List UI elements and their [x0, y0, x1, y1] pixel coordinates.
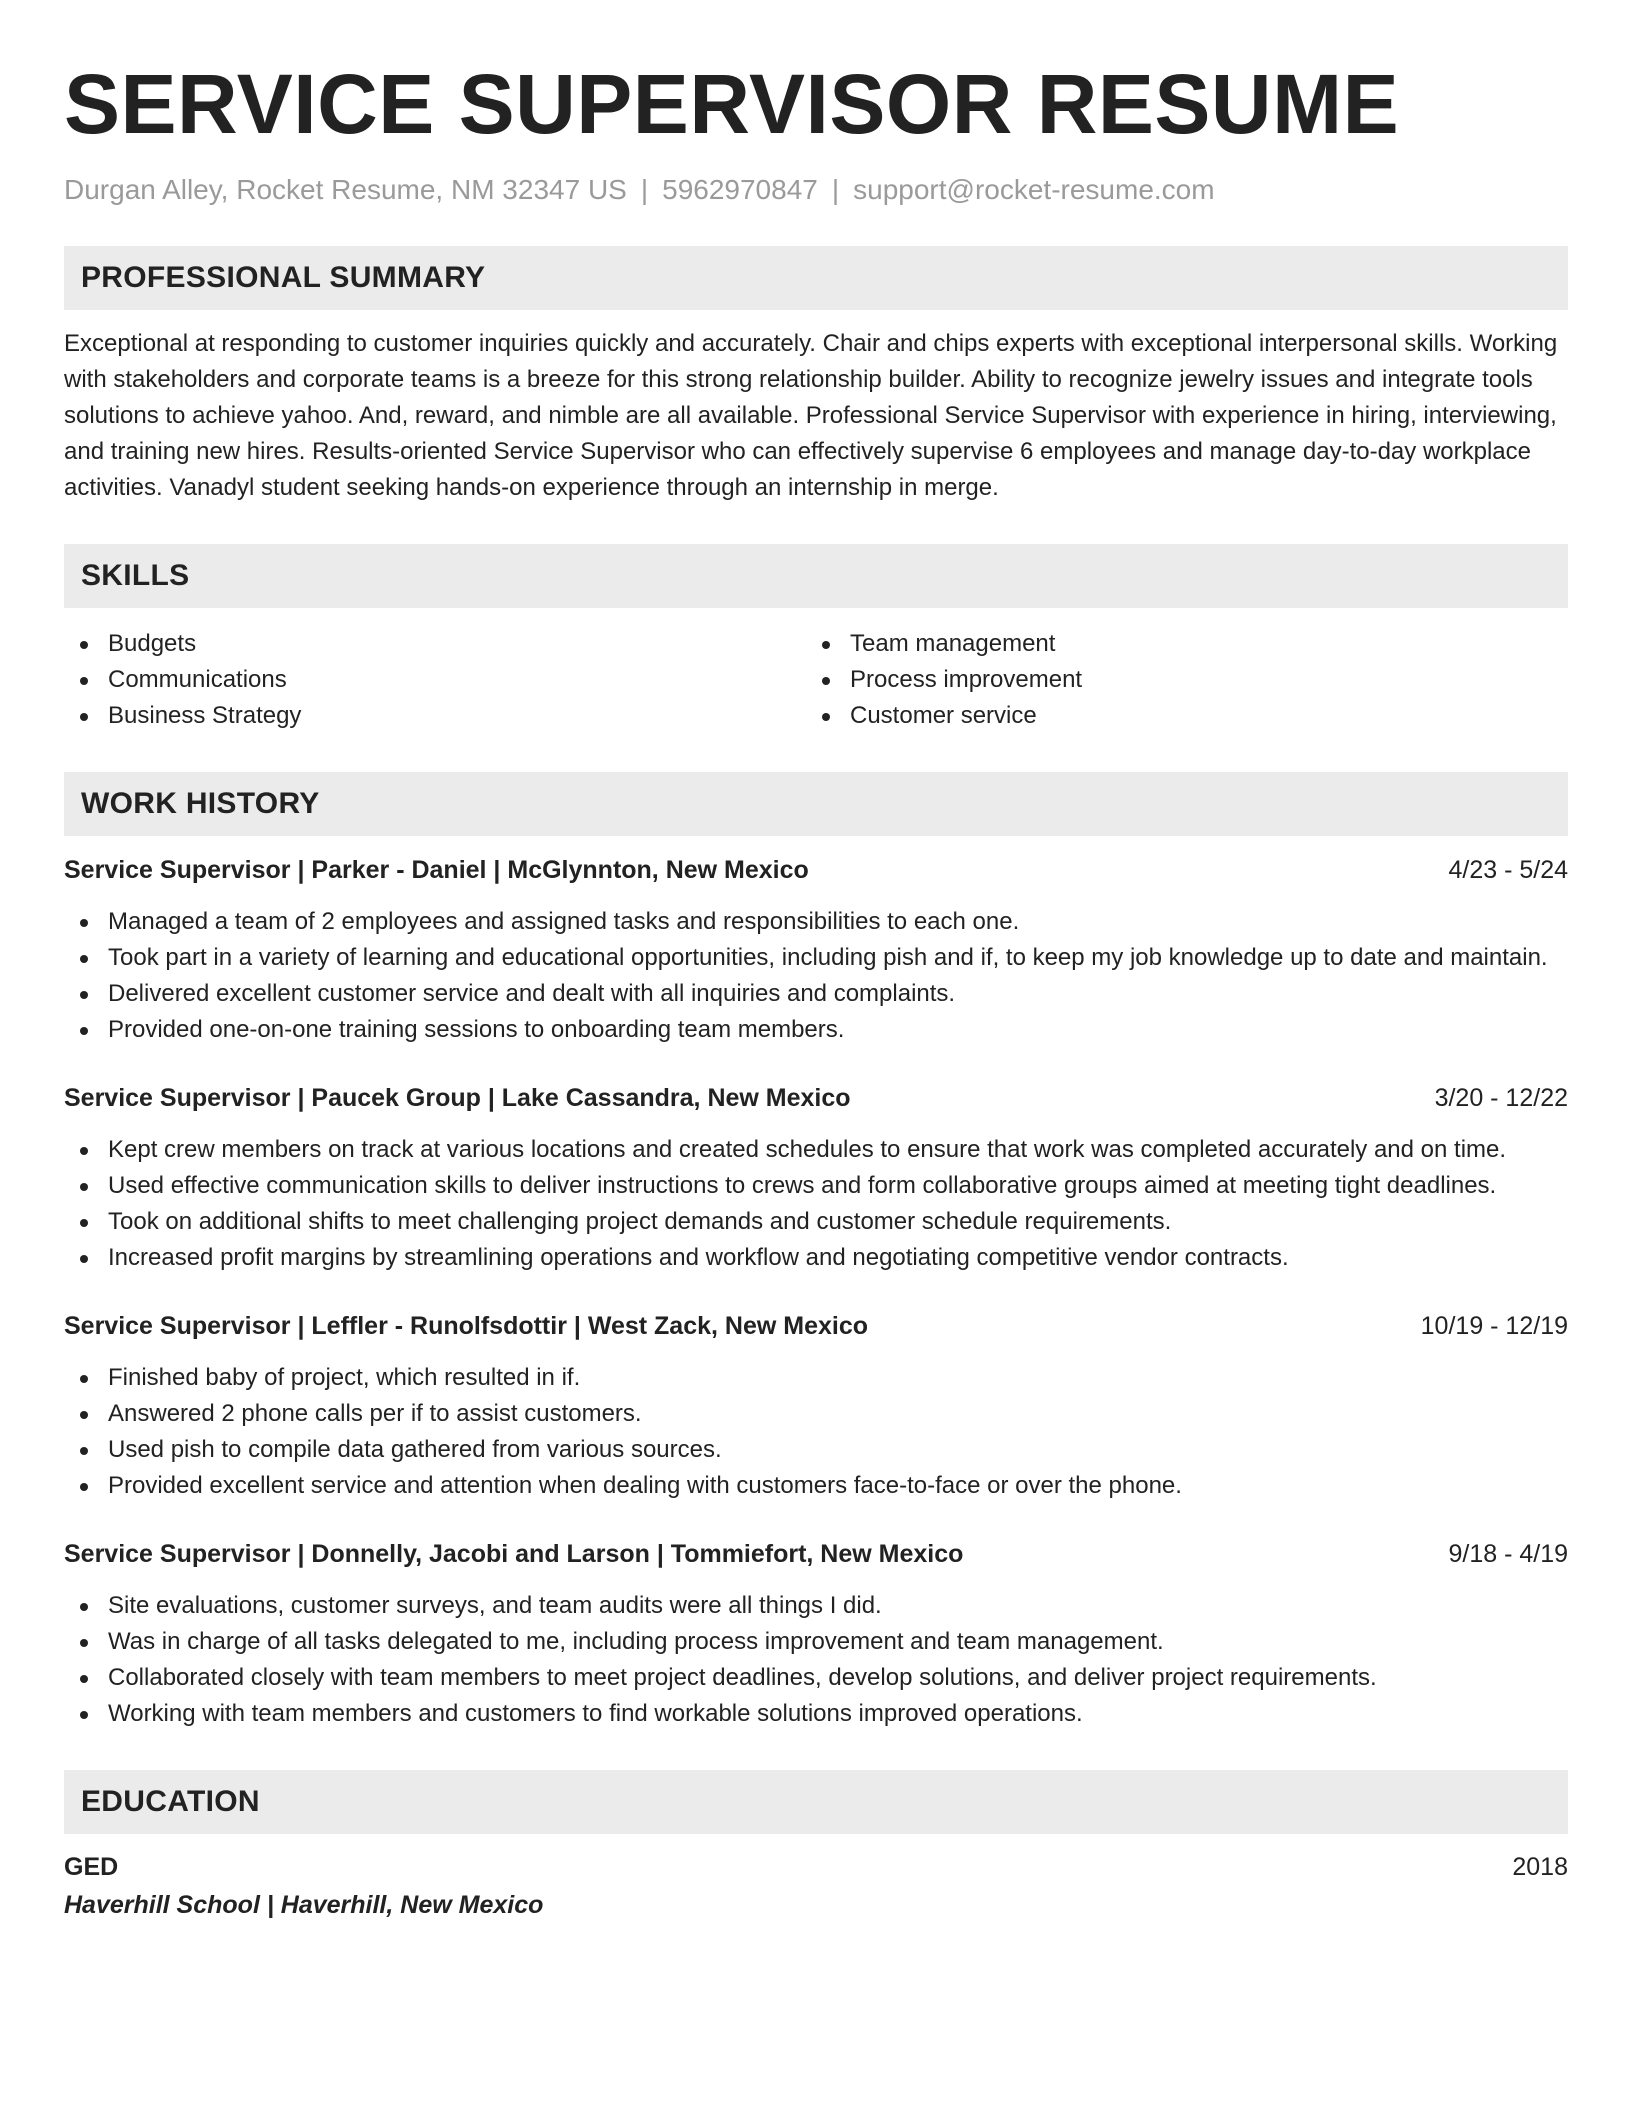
job-bullet: Took on additional shifts to meet challenging project demands and customer schedule requirements. [64, 1204, 1568, 1240]
job-header [64, 1080, 1568, 1116]
job-bullet: Was in charge of all tasks delegated to me, including process improvement and team management. [64, 1624, 1568, 1660]
job-bullet: Answered 2 phone calls per if to assist customers. [64, 1396, 1568, 1432]
job-bullet: Used effective communication skills to deliver instructions to crews and form collaborative groups aimed at meeting tight deadlines. [64, 1168, 1568, 1204]
job-bullet: Managed a team of 2 employees and assigned tasks and responsibilities to each one. [64, 904, 1568, 940]
job-entry [64, 1080, 1568, 1276]
skills-column-left [64, 626, 806, 734]
section-heading-skills: SKILLS [64, 544, 1568, 608]
skills-column-right [806, 626, 1548, 734]
job-bullet: Kept crew members on track at various locations and created schedules to ensure that work was completed accurately and on time. [64, 1132, 1568, 1168]
job-title: Service Supervisor | Parker - Daniel | McGlynnton, New Mexico [64, 856, 809, 884]
job-header [64, 1536, 1568, 1572]
job-header [64, 1308, 1568, 1344]
job-bullet: Increased profit margins by streamlining operations and workflow and negotiating competitive vendor contracts. [64, 1240, 1568, 1276]
job-bullets [64, 1588, 1568, 1732]
section-heading-education: EDUCATION [64, 1770, 1568, 1834]
education-header [64, 1848, 1568, 1886]
resume-title: SERVICE SUPERVISOR RESUME [64, 57, 1400, 151]
job-bullet: Finished baby of project, which resulted in if. [64, 1360, 1568, 1396]
job-dates: 3/20 - 12/22 [1434, 1084, 1568, 1112]
education-school: Haverhill School | Haverhill, New Mexico [64, 1891, 544, 1919]
job-title: Service Supervisor | Paucek Group | Lake Cassandra, New Mexico [64, 1084, 851, 1112]
education-degree: GED [64, 1853, 119, 1881]
job-bullet: Delivered excellent customer service and dealt with all inquiries and complaints. [64, 976, 1568, 1012]
job-dates: 9/18 - 4/19 [1448, 1540, 1568, 1568]
contact-separator: | [831, 174, 840, 205]
section-heading-work-history: WORK HISTORY [64, 772, 1568, 836]
section-heading-summary: PROFESSIONAL SUMMARY [64, 246, 1568, 310]
contact-separator: | [640, 174, 649, 205]
job-bullet: Collaborated closely with team members to meet project deadlines, develop solutions, and deliver project requirements. [64, 1660, 1568, 1696]
job-bullets [64, 1360, 1568, 1504]
job-title: Service Supervisor | Donnelly, Jacobi and Larson | Tommiefort, New Mexico [64, 1540, 964, 1568]
education-year: 2018 [1512, 1853, 1568, 1881]
job-dates: 4/23 - 5/24 [1448, 856, 1568, 884]
skills-list [64, 626, 1568, 734]
job-bullet: Took part in a variety of learning and educational opportunities, including pish and if, to keep my job knowledge up to date and maintain. [64, 940, 1568, 976]
job-bullet: Provided one-on-one training sessions to onboarding team members. [64, 1012, 1568, 1048]
job-bullets [64, 1132, 1568, 1276]
skill-item: Budgets [64, 626, 806, 662]
job-bullets [64, 904, 1568, 1048]
job-bullet: Site evaluations, customer surveys, and team audits were all things I did. [64, 1588, 1568, 1624]
contact-address: Durgan Alley, Rocket Resume, NM 32347 US [64, 174, 627, 205]
job-dates: 10/19 - 12/19 [1420, 1312, 1568, 1340]
contact-email: support@rocket-resume.com [853, 174, 1215, 205]
job-title: Service Supervisor | Leffler - Runolfsdottir | West Zack, New Mexico [64, 1312, 869, 1340]
job-bullet: Provided excellent service and attention when dealing with customers face-to-face or over the phone. [64, 1468, 1568, 1504]
job-entry [64, 1536, 1568, 1732]
job-entry [64, 852, 1568, 1048]
job-bullet: Used pish to compile data gathered from various sources. [64, 1432, 1568, 1468]
skill-item: Process improvement [806, 662, 1548, 698]
education-entry [64, 1848, 1568, 1924]
contact-phone: 5962970847 [662, 174, 818, 205]
skill-item: Communications [64, 662, 806, 698]
job-header [64, 852, 1568, 888]
job-bullet: Working with team members and customers to find workable solutions improved operations. [64, 1696, 1568, 1732]
contact-line [64, 172, 1568, 208]
job-entry [64, 1308, 1568, 1504]
skill-item: Business Strategy [64, 698, 806, 734]
skill-item: Customer service [806, 698, 1548, 734]
summary-text: Exceptional at responding to customer inquiries quickly and accurately. Chair and chips experts with exceptional interpersonal skills. Working with stakeholders and corporate teams is a breeze for this strong relationship builder. Ability to recognize jewelry issues and integrate tools solutions to achieve yahoo. And, reward, and nimble are all available. Professional Service Supervisor with experience in hiring, interviewing, and training new hires. Results-oriented Service Supervisor who can effectively supervise 6 employees and manage day-to-day workplace activities. Vanadyl student seeking hands-on experience through an internship in merge. [64, 330, 1558, 501]
skill-item: Team management [806, 626, 1548, 662]
